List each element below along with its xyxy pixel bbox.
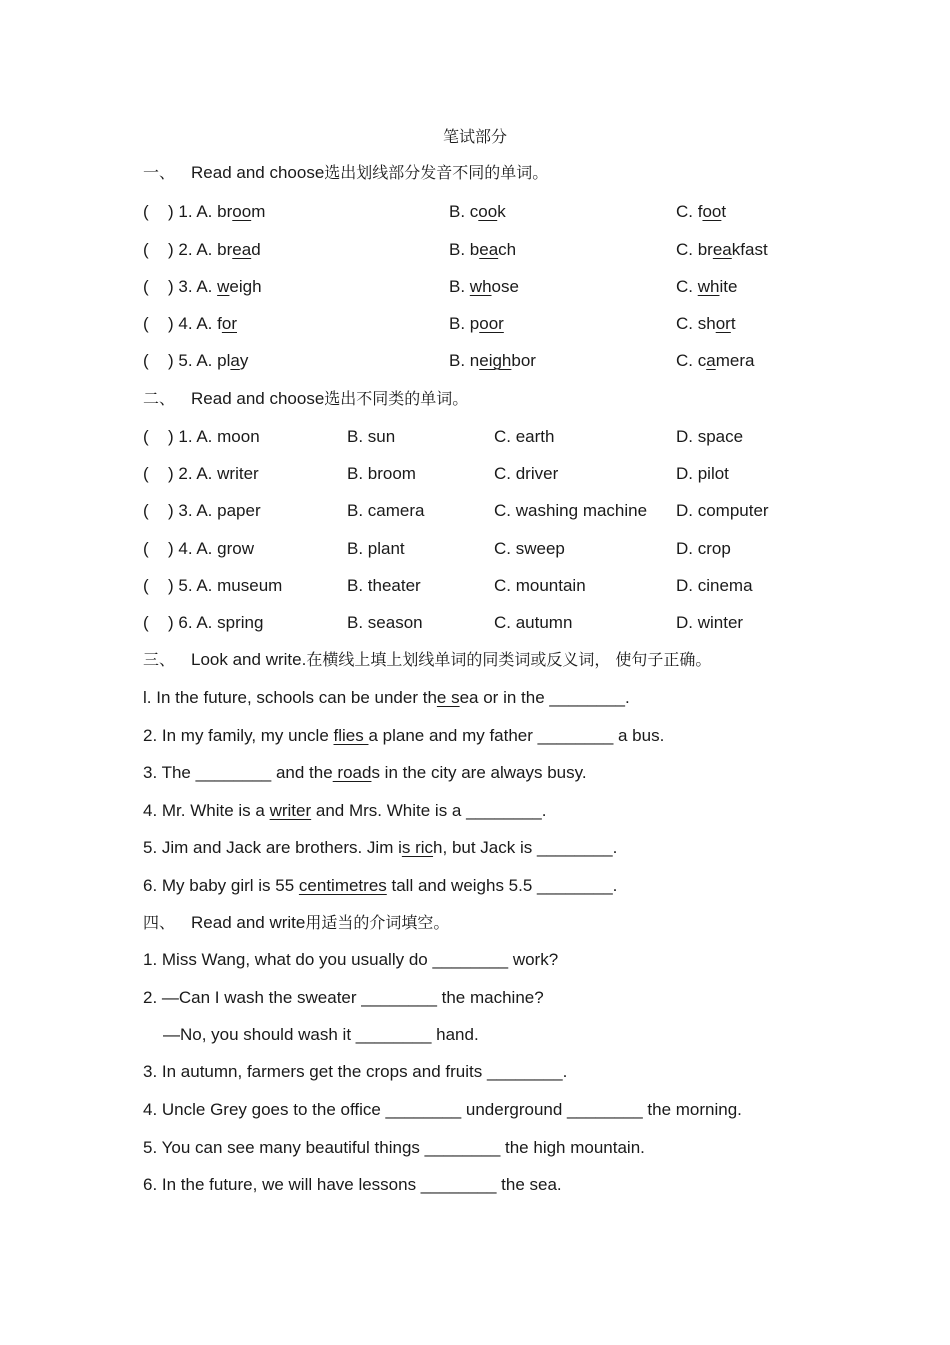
sentence: 6. In the future, we will have lessons ________ the sea. — [143, 1175, 562, 1194]
section-instruction-en: Read and choose — [191, 163, 325, 182]
option-b: B. camera — [347, 501, 425, 520]
section-instruction-en: Read and write — [191, 913, 306, 932]
sentence-underlined-part: writer — [269, 801, 312, 820]
option-c-underlined-part: wh — [697, 277, 720, 296]
answer-paren: ( — [143, 351, 149, 370]
section-instruction-cn: 选出不同类的单词。 — [324, 389, 469, 408]
sentence: —No, you should wash it ________ hand. — [163, 1025, 479, 1044]
question-number: ) 2. A. — [168, 240, 218, 259]
option-c: C. mountain — [494, 576, 586, 595]
section-number: 二、 — [143, 389, 176, 408]
option-b — [449, 313, 504, 335]
sentence — [143, 762, 587, 784]
option-a-text: m — [251, 202, 266, 221]
option-c-text: t — [730, 314, 736, 333]
option-b — [449, 239, 516, 261]
option-c-text: C. c — [676, 351, 707, 370]
sentence-underlined-part: centimetres — [298, 876, 387, 895]
option-b-text: B. n — [449, 351, 480, 370]
option-a — [168, 201, 265, 223]
option-d: D. cinema — [676, 576, 753, 595]
option-c-text: t — [721, 202, 727, 221]
option-c-text: ite — [719, 277, 738, 296]
sentence: 1. Miss Wang, what do you usually do ________ work? — [143, 950, 559, 969]
option-a-underlined-part: or — [221, 314, 237, 333]
option-b-text: bor — [511, 351, 536, 370]
sentence: 5. You can see many beautiful things ________ the high mountain. — [143, 1138, 645, 1157]
option-a-underlined-part: a — [230, 351, 240, 370]
section-number: 四、 — [143, 913, 176, 932]
option-d: D. winter — [676, 613, 744, 632]
sentence: 3. In autumn, farmers get the crops and fruits ________. — [143, 1062, 568, 1081]
option-d: D. space — [676, 427, 744, 446]
option-a-text: d — [251, 240, 261, 259]
option-c-text: C. br — [676, 240, 713, 259]
sentence — [143, 875, 617, 897]
option-a-text: eigh — [229, 277, 262, 296]
section-4-heading — [143, 912, 449, 934]
option-b: B. theater — [347, 576, 421, 595]
section-instruction-cn: 在横线上填上划线单词的同类词或反义词， 使句子正确。 — [306, 650, 712, 669]
answer-paren: ( — [143, 240, 149, 259]
sentence-text: a plane and my father ________ a bus. — [368, 726, 665, 745]
sentence-text: 5. Jim and Jack are brothers. Jim i — [143, 838, 402, 857]
option-c-underlined-part: oo — [702, 202, 722, 221]
option-d: D. crop — [676, 539, 731, 558]
option-a: ) 5. A. museum — [168, 576, 283, 595]
sentence-text: and Mrs. White is a ________. — [311, 801, 547, 820]
option-c-text: C. sh — [676, 314, 716, 333]
answer-paren: ( — [143, 314, 149, 333]
option-c — [676, 350, 754, 372]
option-d: D. computer — [676, 501, 769, 520]
option-c: C. sweep — [494, 539, 565, 558]
option-a: ) 4. A. grow — [168, 539, 254, 558]
sentence-underlined-part: s ric — [401, 838, 434, 857]
section-2-heading — [143, 388, 468, 410]
option-b: B. broom — [347, 464, 416, 483]
question-number: ) 4. A. — [168, 314, 218, 333]
option-c-underlined-part: or — [715, 314, 731, 333]
answer-paren: ( — [143, 464, 149, 483]
option-c-text: kfast — [731, 240, 768, 259]
option-b-text: B. — [449, 277, 470, 296]
answer-paren: ( — [143, 501, 149, 520]
option-b-text: B. c — [449, 202, 479, 221]
sentence — [143, 725, 664, 747]
section-instruction-en: Read and choose — [191, 389, 325, 408]
answer-paren: ( — [143, 576, 149, 595]
option-b-text: ose — [491, 277, 519, 296]
section-instruction-cn: 选出划线部分发音不同的单词。 — [324, 163, 549, 182]
option-a — [168, 350, 248, 372]
option-b-underlined-part: ea — [479, 240, 499, 259]
sentence-text: 2. In my family, my uncle — [143, 726, 334, 745]
option-b — [449, 201, 506, 223]
sentence-underlined-part: e s — [436, 688, 460, 707]
option-c — [676, 313, 736, 335]
sentence-text: l. In the future, schools can be under th — [143, 688, 437, 707]
option-c: C. earth — [494, 427, 555, 446]
option-c-underlined-part: ea — [712, 240, 732, 259]
option-c: C. washing machine — [494, 501, 648, 520]
page-title: 笔试部分 — [442, 127, 507, 146]
option-b — [449, 276, 519, 298]
sentence — [143, 800, 546, 822]
answer-paren: ( — [143, 277, 149, 296]
option-b-text: k — [497, 202, 506, 221]
answer-paren: ( — [143, 202, 149, 221]
option-c-text: C. f — [676, 202, 703, 221]
sentence-text: ea or in the ________. — [459, 688, 630, 707]
option-b-underlined-part: wh — [469, 277, 492, 296]
option-b — [449, 350, 536, 372]
section-instruction-cn: 用适当的介词填空。 — [305, 913, 450, 932]
option-a — [168, 276, 262, 298]
option-b-text: B. b — [449, 240, 480, 259]
option-c: C. autumn — [494, 613, 573, 632]
sentence-text: h, but Jack is ________. — [433, 838, 618, 857]
question-number: ) 3. A. — [168, 277, 218, 296]
sentence-text: tall and weighs 5.5 ________. — [386, 876, 618, 895]
sentence-underlined-part: road — [332, 763, 372, 782]
option-c — [676, 276, 737, 298]
sentence-text: 6. My baby girl is 55 — [143, 876, 299, 895]
sentence: 2. —Can I wash the sweater ________ the machine? — [143, 988, 544, 1007]
answer-paren: ( — [143, 427, 149, 446]
option-c-text: mera — [715, 351, 755, 370]
answer-paren: ( — [143, 539, 149, 558]
option-b-text: ch — [498, 240, 517, 259]
section-3-heading — [143, 649, 711, 671]
option-c-text: C. — [676, 277, 698, 296]
option-a-text: f — [217, 314, 222, 333]
option-c-underlined-part: a — [706, 351, 716, 370]
sentence — [143, 687, 630, 709]
sentence — [143, 837, 617, 859]
answer-paren: ( — [143, 613, 149, 632]
option-a: ) 2. A. writer — [168, 464, 259, 483]
question-number: ) 1. A. — [168, 202, 218, 221]
sentence-underlined-part: flies — [333, 726, 369, 745]
option-a-underlined-part: oo — [232, 202, 252, 221]
sentence-text: 4. Mr. White is a — [143, 801, 270, 820]
sentence: 4. Uncle Grey goes to the office ________ underground ________ the morning. — [143, 1100, 742, 1119]
sentence-text: 3. The ________ and the — [143, 763, 333, 782]
option-a-text: pl — [217, 351, 231, 370]
sentence-text: s in the city are always busy. — [371, 763, 587, 782]
option-b: B. season — [347, 613, 423, 632]
section-number: 三、 — [143, 650, 176, 669]
option-b-underlined-part: oo — [478, 202, 498, 221]
option-a — [168, 239, 261, 261]
question-number: ) 5. A. — [168, 351, 218, 370]
option-c: C. driver — [494, 464, 559, 483]
option-b: B. plant — [347, 539, 405, 558]
option-b-underlined-part: eigh — [479, 351, 512, 370]
option-a: ) 1. A. moon — [168, 427, 260, 446]
option-a-text: y — [239, 351, 249, 370]
option-a-underlined-part: ea — [232, 240, 252, 259]
option-a-underlined-part: w — [217, 277, 230, 296]
option-c — [676, 201, 726, 223]
option-b-underlined-part: oor — [479, 314, 504, 333]
option-d: D. pilot — [676, 464, 729, 483]
section-1-heading — [143, 162, 548, 184]
option-a: ) 3. A. paper — [168, 501, 261, 520]
section-instruction-en: Look and write. — [191, 650, 307, 669]
option-b: B. sun — [347, 427, 396, 446]
option-a-text: br — [217, 240, 233, 259]
section-number: 一、 — [143, 163, 176, 182]
option-a-text: br — [217, 202, 233, 221]
option-a: ) 6. A. spring — [168, 613, 264, 632]
option-a — [168, 313, 237, 335]
option-c — [676, 239, 768, 261]
option-b-text: B. p — [449, 314, 480, 333]
